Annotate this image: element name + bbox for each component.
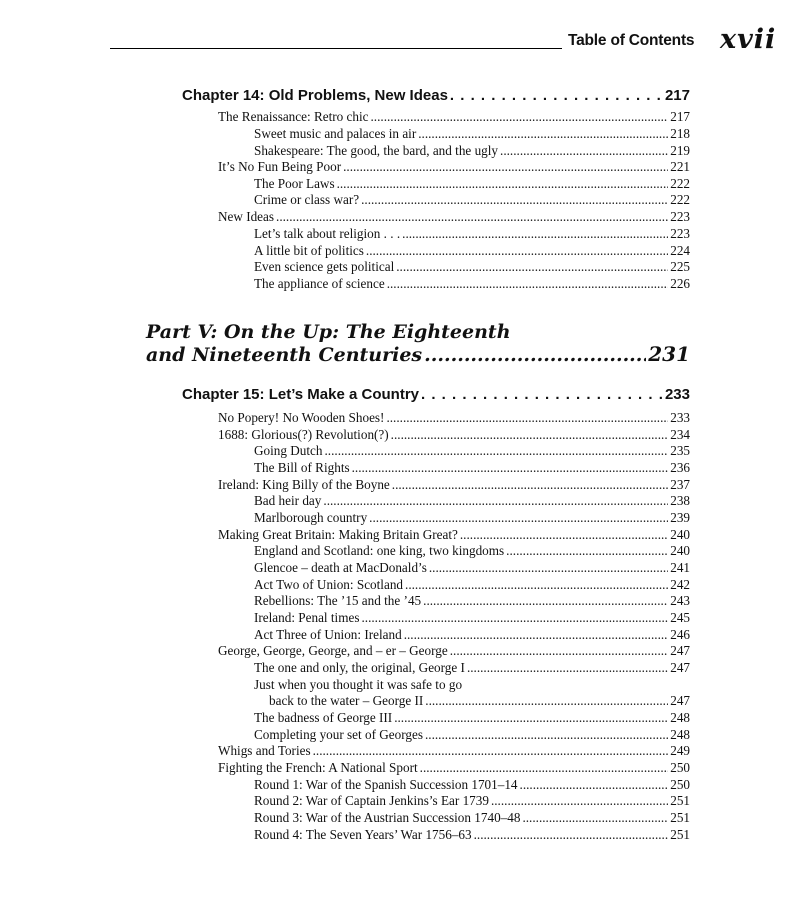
dot-leader [491, 793, 668, 809]
entry-title: New Ideas [218, 209, 275, 224]
toc-entry[interactable] [254, 243, 690, 259]
dot-leader [405, 577, 668, 593]
entry-page: 247 [670, 693, 690, 708]
dot-leader [450, 86, 663, 106]
dot-leader [500, 143, 668, 159]
running-header [110, 24, 777, 60]
dot-leader [343, 159, 668, 175]
entry-title: The appliance of science [254, 276, 385, 291]
toc-entry[interactable] [218, 427, 690, 443]
entry-page: 237 [670, 477, 690, 492]
toc-entry[interactable] [254, 827, 690, 843]
entry-title: The Poor Laws [254, 176, 335, 191]
entry-page: 246 [670, 627, 690, 642]
dot-leader [429, 560, 668, 576]
dot-leader [337, 176, 669, 192]
entry-title: Ireland: King Billy of the Boyne [218, 477, 390, 492]
entry-title: Sweet music and palaces in air [254, 126, 417, 141]
dot-leader [396, 259, 668, 275]
entry-page: 238 [670, 493, 690, 508]
entry-title: The Renaissance: Retro chic [218, 109, 369, 124]
entry-title: It’s No Fun Being Poor [218, 159, 342, 174]
dot-leader [425, 693, 668, 709]
entry-page: 224 [670, 243, 690, 258]
entry-title: Round 4: The Seven Years’ War 1756–63 [254, 827, 472, 842]
entry-title: No Popery! No Wooden Shoes! [218, 410, 385, 425]
toc-entry[interactable] [254, 593, 690, 609]
toc-entry[interactable] [254, 126, 690, 142]
entry-page: 221 [670, 159, 690, 174]
entry-title: Just when you thought it was safe to go [254, 677, 463, 692]
part-title-line-1: Part V: On the Up: The Eighteenth [146, 321, 511, 343]
toc-entry[interactable] [254, 710, 690, 726]
header-rule [110, 48, 562, 49]
entry-title: Fighting the French: A National Sport [218, 760, 418, 775]
dot-leader [460, 527, 668, 543]
dot-leader [392, 477, 668, 493]
entry-page: 251 [670, 827, 690, 842]
toc-entry[interactable] [218, 477, 690, 493]
dot-leader [361, 610, 668, 626]
entry-page: 241 [670, 560, 690, 575]
toc-entry[interactable] [218, 527, 690, 543]
entry-page: 239 [670, 510, 690, 525]
entry-title: Glencoe – death at MacDonald’s [254, 560, 427, 575]
entry-title: George, George, George, and – er – George [218, 643, 448, 658]
entry-title: Let’s talk about religion . . . [254, 226, 401, 241]
entry-title: Bad heir day [254, 493, 322, 508]
toc-entry[interactable] [254, 143, 690, 159]
toc-entry[interactable] [254, 727, 690, 743]
toc-entry[interactable] [218, 159, 690, 175]
toc-entry[interactable] [254, 226, 690, 242]
entry-page: 248 [670, 710, 690, 725]
dot-leader [366, 243, 668, 259]
entry-title: Going Dutch [254, 443, 323, 458]
chapter-page: 217 [664, 87, 690, 104]
header-title: Table of Contents [568, 32, 695, 49]
entry-title: Making Great Britain: Making Britain Great? [218, 527, 458, 542]
entry-page: 250 [670, 760, 690, 775]
dot-leader [386, 410, 668, 426]
entry-page: 236 [670, 460, 690, 475]
entry-page: 250 [670, 777, 690, 792]
entry-page: 251 [670, 810, 690, 825]
dot-leader [276, 209, 668, 225]
toc-entry[interactable] [254, 493, 690, 509]
chapter-title: Chapter 14: Old Problems, New Ideas [182, 87, 448, 104]
chapter-title: Chapter 15: Let’s Make a Country [182, 386, 420, 403]
dot-leader [313, 743, 669, 759]
entry-title: The Bill of Rights [254, 460, 350, 475]
dot-leader [522, 810, 668, 826]
dot-leader [418, 126, 668, 142]
toc-entry[interactable] [254, 660, 690, 676]
toc-entry[interactable] [254, 777, 690, 793]
chapter-15-heading[interactable] [182, 385, 690, 405]
dot-leader [361, 192, 668, 208]
entry-page: 243 [670, 593, 690, 608]
dot-leader [421, 385, 663, 405]
dot-leader [391, 427, 669, 443]
dot-leader [323, 493, 668, 509]
entry-title: Completing your set of Georges [254, 727, 423, 742]
toc-entry[interactable] [254, 577, 690, 593]
part-title-line-2 [146, 342, 690, 367]
dot-leader [387, 276, 669, 292]
toc-entry[interactable] [254, 259, 690, 275]
entry-title: Rebellions: The ’15 and the ’45 [254, 593, 422, 608]
toc-entry[interactable] [218, 743, 690, 759]
toc-entry[interactable] [218, 643, 690, 659]
dot-leader [425, 727, 668, 743]
dot-leader [402, 226, 668, 242]
toc-entry[interactable] [218, 209, 690, 225]
entry-page: 222 [670, 176, 690, 191]
entry-page: 222 [670, 192, 690, 207]
entry-title: England and Scotland: one king, two kingdoms [254, 543, 505, 558]
entry-page: 226 [670, 276, 690, 291]
entry-page: 242 [670, 577, 690, 592]
entry-page: 248 [670, 727, 690, 742]
entry-title: back to the water – George II [269, 693, 424, 708]
entry-page: 240 [670, 527, 690, 542]
entry-page: 245 [670, 610, 690, 625]
toc-entry[interactable] [254, 276, 690, 292]
toc-entry[interactable] [254, 176, 690, 192]
entry-title: Round 1: War of the Spanish Succession 1701–14 [254, 777, 518, 792]
entry-title: The one and only, the original, George I [254, 660, 465, 675]
entry-page: 223 [670, 226, 690, 241]
entry-page: 223 [670, 209, 690, 224]
toc-entry[interactable] [254, 192, 690, 208]
dot-leader [371, 109, 669, 125]
entry-title: Even science gets political [254, 259, 395, 274]
entry-page: 218 [670, 126, 690, 141]
entry-page: 247 [670, 660, 690, 675]
entry-title: 1688: Glorious(?) Revolution(?) [218, 427, 389, 442]
entry-title: Whigs and Tories [218, 743, 311, 758]
part-page: 231 [648, 342, 690, 366]
toc-entry[interactable] [254, 810, 690, 826]
toc-entry[interactable] [218, 760, 690, 776]
chapter-14-heading[interactable] [182, 86, 690, 106]
entry-page: 219 [670, 143, 690, 158]
entry-title: Shakespeare: The good, the bard, and the ugly [254, 143, 499, 158]
entry-page: 233 [670, 410, 690, 425]
toc-entry[interactable] [218, 410, 690, 426]
toc-entry[interactable] [254, 610, 690, 626]
toc-entry[interactable] [218, 109, 690, 125]
dot-leader [474, 827, 669, 843]
toc-entry[interactable] [254, 560, 690, 576]
entry-title: Round 3: War of the Austrian Succession 1740–48 [254, 810, 521, 825]
toc-entry[interactable] [254, 443, 690, 459]
toc-entry-continuation[interactable] [269, 693, 690, 709]
entry-page: 225 [670, 259, 690, 274]
dot-leader [325, 443, 669, 459]
toc-entry-first-line[interactable] [254, 677, 690, 693]
entry-page: 240 [670, 543, 690, 558]
entry-title: A little bit of politics [254, 243, 364, 258]
dot-leader [467, 660, 668, 676]
entry-page: 217 [670, 109, 690, 124]
entry-page: 251 [670, 793, 690, 808]
toc-entry[interactable] [254, 793, 690, 809]
dot-leader [352, 460, 669, 476]
header-page-number: xvii [720, 24, 777, 55]
part-title-line-2-text: and Nineteenth Centuries [146, 344, 423, 366]
entry-title: The badness of George III [254, 710, 393, 725]
dot-leader [506, 543, 668, 559]
dot-leader [423, 593, 668, 609]
dot-leader [404, 627, 669, 643]
entry-title: Round 2: War of Captain Jenkins’s Ear 1739 [254, 793, 489, 808]
dot-leader [424, 343, 646, 367]
toc-entry[interactable] [254, 460, 690, 476]
dot-leader [420, 760, 669, 776]
dot-leader [369, 510, 668, 526]
toc-entry[interactable] [254, 543, 690, 559]
entry-title: Act Two of Union: Scotland [254, 577, 404, 592]
entry-title: Marlborough country [254, 510, 368, 525]
toc-entry[interactable] [254, 510, 690, 526]
entry-title: Act Three of Union: Ireland [254, 627, 402, 642]
chapter-page: 233 [664, 386, 690, 403]
entry-page: 249 [670, 743, 690, 758]
entry-page: 235 [670, 443, 690, 458]
entry-page: 234 [670, 427, 690, 442]
entry-title: Ireland: Penal times [254, 610, 360, 625]
dot-leader [394, 710, 668, 726]
entry-page: 247 [670, 643, 690, 658]
dot-leader [520, 777, 669, 793]
dot-leader [450, 643, 668, 659]
entry-title: Crime or class war? [254, 192, 360, 207]
toc-entry[interactable] [254, 627, 690, 643]
